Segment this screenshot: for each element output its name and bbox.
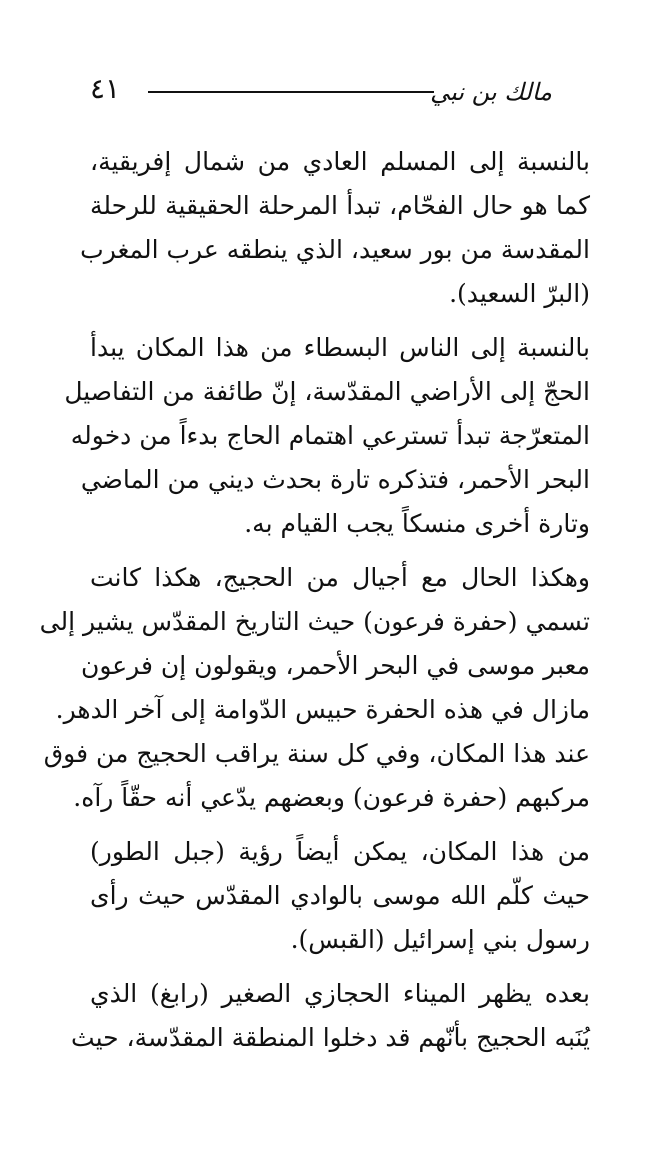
text-line: معبر موسى في البحر الأحمر، ويقولون إن فرعون: [80, 651, 590, 680]
text-line: الحجّ إلى الأراضي المقدّسة، إنّ طائفة من التفاصيل: [64, 377, 590, 406]
paragraph: [90, 830, 590, 962]
text-line: مركبهم (حفرة فرعون) وبعضهم يدّعي أنه حقّاً رآه.: [73, 783, 590, 812]
text-line: يُنَبه الحجيج بأنّهم قد دخلوا المنطقة المقدّسة، حيث: [71, 1023, 590, 1052]
text-line: كما هو حال الفحّام، تبدأ المرحلة الحقيقية للرحلة: [90, 191, 590, 220]
text-line: رسول بني إسرائيل (القبس).: [290, 925, 590, 954]
body-text: [39, 140, 590, 1070]
text-line: بالنسبة إلى الناس البسطاء من هذا المكان يبدأ: [90, 333, 590, 362]
text-line: عند هذا المكان، وفي كل سنة يراقب الحجيج من فوق: [43, 739, 590, 768]
page-header: [90, 72, 552, 112]
paragraph: [39, 556, 590, 820]
text-line: بالنسبة إلى المسلم العادي من شمال إفريقية،: [90, 147, 590, 176]
text-line: وتارة أخرى منسكاً يجب القيام به.: [244, 509, 590, 538]
text-line: حيث كلّم الله موسى بالوادي المقدّس حيث رأى: [90, 881, 590, 910]
paragraph: [64, 326, 590, 546]
page-number: ٤١: [90, 72, 121, 105]
paragraph: [80, 140, 590, 316]
text-line: وهكذا الحال مع أجيال من الحجيج، هكذا كانت: [90, 563, 590, 592]
text-line: بعده يظهر الميناء الحجازي الصغير (رابغ) الذي: [90, 979, 590, 1008]
running-title: مالك بن نبي: [430, 78, 552, 106]
text-line: من هذا المكان، يمكن أيضاً رؤية (جبل الطور): [90, 837, 590, 866]
text-line: تسمي (حفرة فرعون) حيث التاريخ المقدّس يشير إلى: [39, 607, 590, 636]
text-line: المقدسة من بور سعيد، الذي ينطقه عرب المغرب: [80, 235, 590, 264]
text-line: البحر الأحمر، فتذكره تارة بحدث ديني من الماضي: [80, 465, 590, 494]
text-line: مازال في هذه الحفرة حبيس الدّوامة إلى آخر الدهر.: [55, 695, 590, 724]
paragraph: [71, 972, 590, 1060]
text-line: (البرّ السعيد).: [449, 279, 590, 308]
text-line: المتعرّجة تبدأ تسترعي اهتمام الحاج بدءاً من دخوله: [70, 421, 590, 450]
header-rule: [148, 91, 434, 93]
